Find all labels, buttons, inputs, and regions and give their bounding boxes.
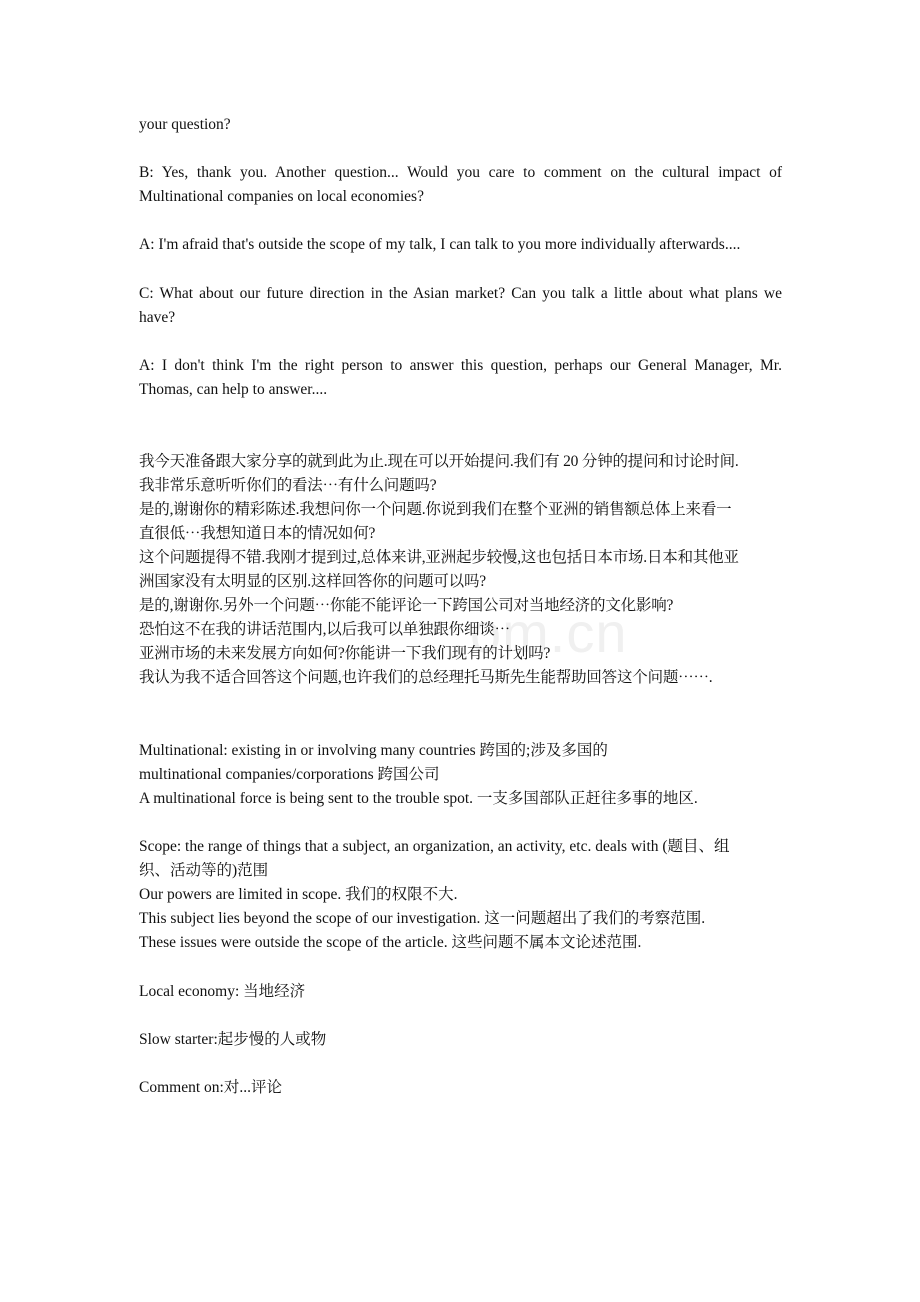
dialogue-paragraph-a1: A: I'm afraid that's outside the scope of my talk, I can talk to you more individually afterwards.... — [139, 236, 741, 253]
vocab-line: Multinational: existing in or involving many countries 跨国的;涉及多国的 — [139, 742, 608, 759]
dialogue-paragraph-c: C: What about our future direction in the Asian market? Can you talk a little about what plans we have? — [139, 285, 782, 326]
vocab-line: Our powers are limited in scope. 我们的权限不大. — [139, 886, 458, 903]
translation-line: 恐怕这不在我的讲话范围内,以后我可以单独跟你细谈⋯ — [139, 621, 510, 638]
vocab-line: A multinational force is being sent to the trouble spot. 一支多国部队正赶往多事的地区. — [139, 790, 698, 807]
vocab-term: Slow starter:起步慢的人或物 — [139, 1031, 327, 1048]
dialogue-paragraph-a2: A: I don't think I'm the right person to answer this question, perhaps our General Manager, Mr. Thomas, can help to answer.... — [139, 357, 782, 398]
vocab-line: multinational companies/corporations 跨国公司 — [139, 766, 440, 783]
vocab-line: These issues were outside the scope of the article. 这些问题不属本文论述范围. — [139, 934, 642, 951]
translation-line: 亚洲市场的未来发展方向如何?你能讲一下我们现有的计划吗? — [139, 645, 551, 662]
watermark: om.cn — [470, 601, 628, 664]
translation-line: 直很低⋯我想知道日本的情况如何? — [139, 525, 376, 542]
vocab-line: Scope: the range of things that a subject, an organization, an activity, etc. deals with (题目、组 — [139, 838, 730, 855]
vocab-line: This subject lies beyond the scope of our investigation. 这一问题超出了我们的考察范围. — [139, 910, 706, 927]
vocab-line: 织、活动等的)范围 — [139, 862, 269, 879]
translation-line: 是的,谢谢你.另外一个问题⋯你能不能评论一下跨国公司对当地经济的文化影响? — [139, 597, 674, 614]
vocab-term: Comment on:对...评论 — [139, 1079, 282, 1096]
translation-line: 我认为我不适合回答这个问题,也许我们的总经理托马斯先生能帮助回答这个问题⋯⋯. — [139, 669, 713, 686]
translation-line: 是的,谢谢你的精彩陈述.我想问你一个问题.你说到我们在整个亚洲的销售额总体上来看一 — [139, 501, 732, 518]
translation-line: 洲国家没有太明显的区别.这样回答你的问题可以吗? — [139, 573, 486, 590]
translation-line: 我非常乐意听听你们的看法⋯有什么问题吗? — [139, 477, 437, 494]
vocab-term: Local economy: 当地经济 — [139, 983, 306, 1000]
dialogue-line: your question? — [139, 116, 231, 133]
dialogue-paragraph-b: B: Yes, thank you. Another question... Would you care to comment on the cultural impact of Multinational companies on local economies? — [139, 164, 782, 205]
translation-line: 这个问题提得不错.我刚才提到过,总体来讲,亚洲起步较慢,这也包括日本市场.日本和其他亚 — [139, 549, 739, 566]
translation-line: 我今天准备跟大家分享的就到此为止.现在可以开始提问.我们有 20 分钟的提问和讨论时间. — [139, 453, 739, 470]
